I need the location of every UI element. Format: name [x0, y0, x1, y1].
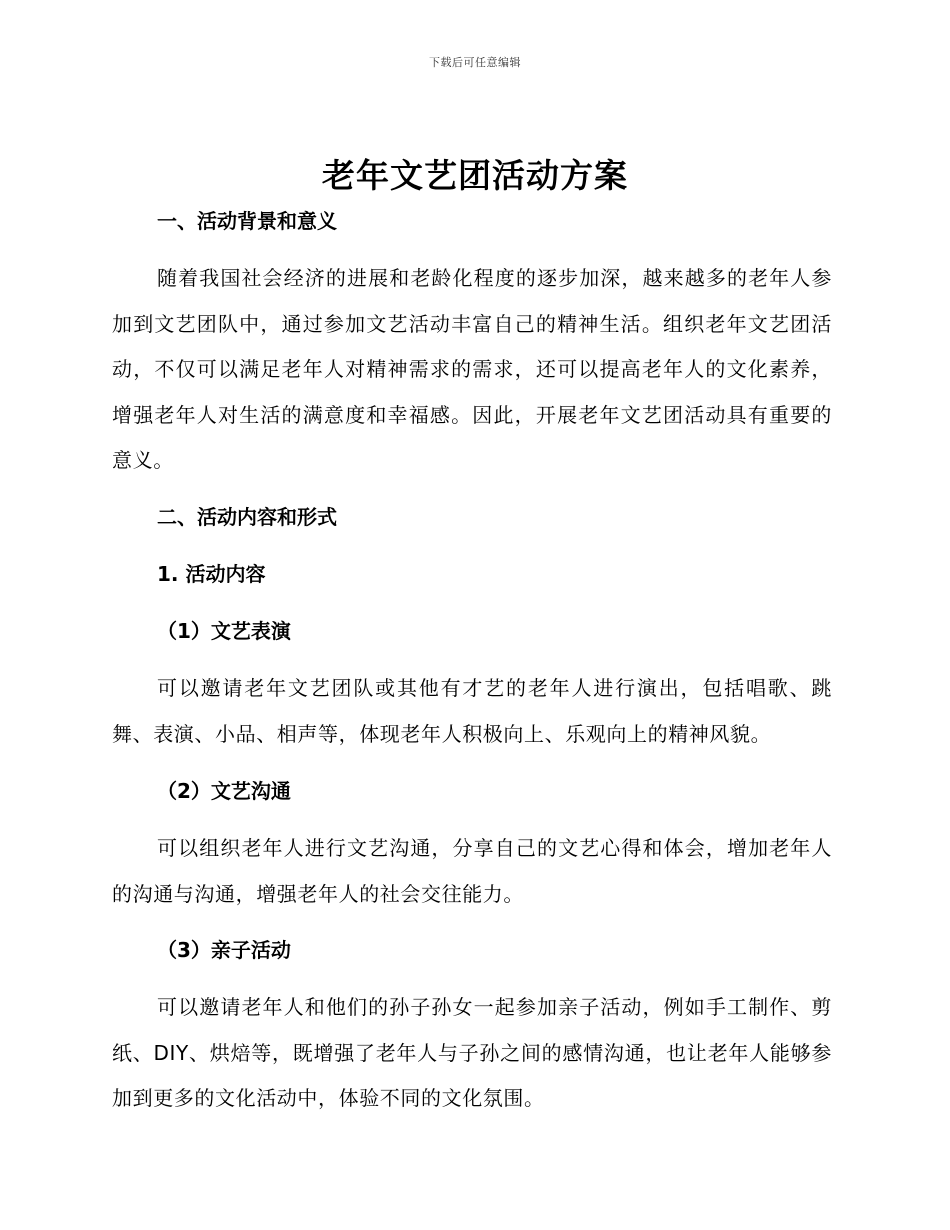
- item-heading-communication: （2）文艺沟通: [157, 779, 291, 803]
- item-heading-performance: （1）文艺表演: [157, 619, 291, 643]
- paragraph-background: 随着我国社会经济的进展和老龄化程度的逐步加深，越来越多的老年人参加到文艺团队中，通过参加文艺活动丰富自己的精神生活。组织老年文艺团活动，不仅可以满足老年人对精神需求的需求，还可以提高老年人的文化素养，增强老年人对生活的满意度和幸福感。因此，开展老年文艺团活动具有重要的意义。: [112, 266, 832, 472]
- section-heading-content-form: 二、活动内容和形式: [157, 505, 337, 529]
- subsection-heading-activity-content: 1. 活动内容: [157, 562, 266, 586]
- item-heading-family-activity: （3）亲子活动: [157, 938, 291, 962]
- paragraph-family-activity: 可以邀请老年人和他们的孙子孙女一起参加亲子活动，例如手工制作、剪纸、DIY、烘焙等，既增强了老年人与子孙之间的感情沟通，也让老年人能够参加到更多的文化活动中，体验不同的文化氛围。: [112, 995, 832, 1110]
- section-heading-background: 一、活动背景和意义: [157, 209, 337, 233]
- document-title: 老年文艺团活动方案: [322, 156, 628, 195]
- header-note: 下载后可任意编辑: [429, 56, 521, 69]
- paragraph-communication: 可以组织老年人进行文艺沟通，分享自己的文艺心得和体会，增加老年人的沟通与沟通，增强老年人的社会交往能力。: [112, 836, 832, 906]
- paragraph-performance: 可以邀请老年文艺团队或其他有才艺的老年人进行演出，包括唱歌、跳舞、表演、小品、相声等，体现老年人积极向上、乐观向上的精神风貌。: [112, 676, 832, 746]
